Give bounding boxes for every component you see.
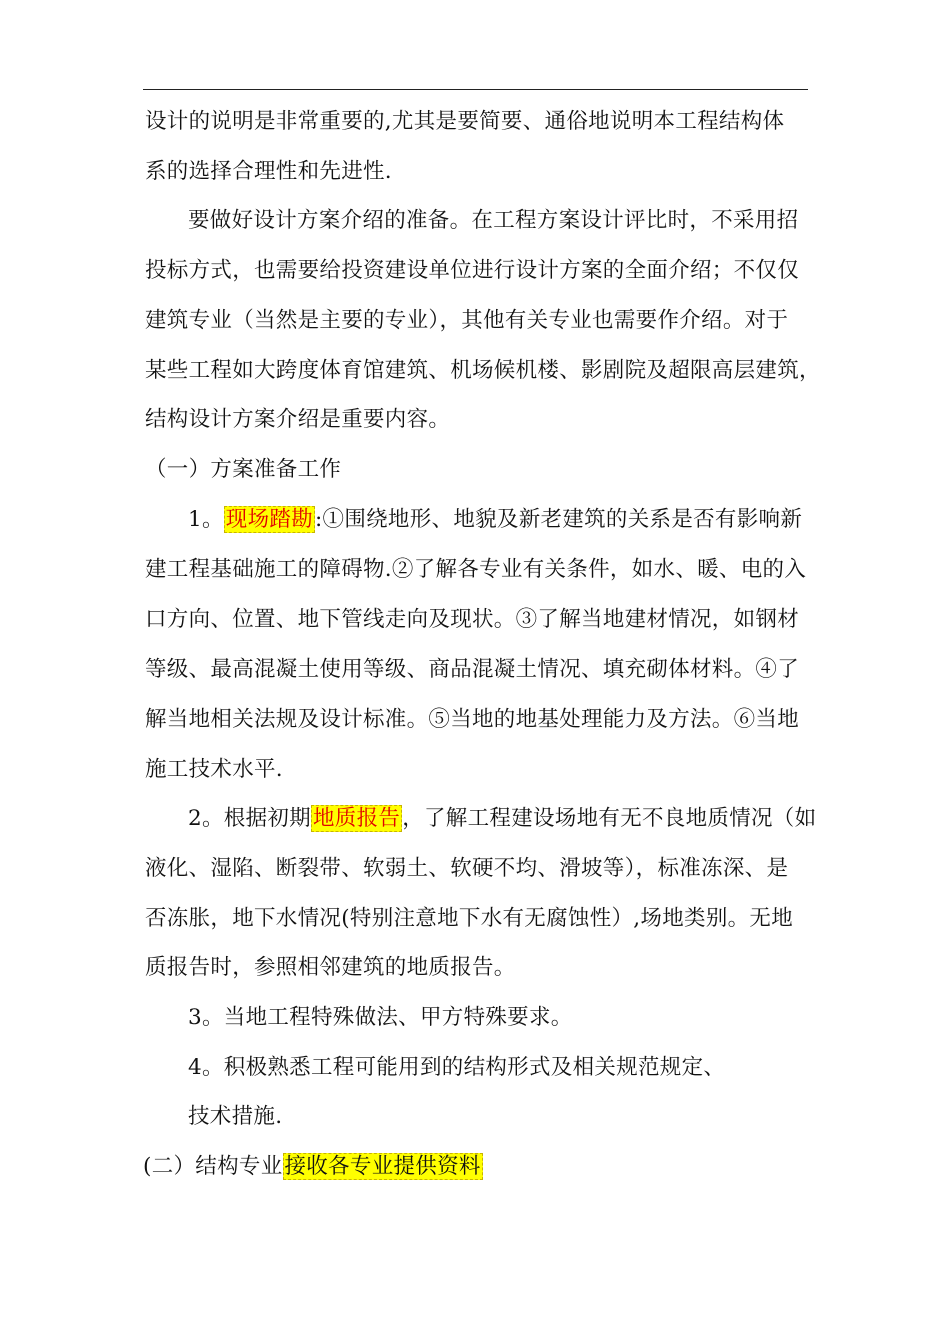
paragraph-line: 某些工程如大跨度体育馆建筑、机场候机楼、影剧院及超限高层建筑，: [145, 358, 821, 383]
paragraph-line: 施工技术水平.: [145, 757, 283, 782]
paragraph-line: 质报告时，参照相邻建筑的地质报告。: [145, 955, 516, 980]
paragraph-line: 系的选择合理性和先进性.: [145, 159, 392, 184]
paragraph-line: 设计的说明是非常重要的,尤其是要简要、通俗地说明本工程结构体: [145, 109, 785, 134]
item-2-text: ，了解工程建设场地有无不良地质情况（如: [402, 806, 817, 831]
highlight-receive-data: 接收各专业提供资料: [284, 1154, 481, 1179]
header-rule: [143, 89, 808, 90]
paragraph-line: 等级、最高混凝土使用等级、商品混凝土情况、填充砌体材料。④了: [145, 657, 800, 682]
section-heading-2: [143, 1152, 808, 1182]
item-1-line: [188, 505, 853, 535]
item-2-prefix: 2。根据初期: [188, 806, 311, 831]
highlight-site-survey: 现场踏勘: [225, 507, 313, 532]
paragraph-line: 建筑专业（当然是主要的专业），其他有关专业也需要作介绍。对于: [145, 308, 789, 333]
paragraph-line: 投标方式，也需要给投资建设单位进行设计方案的全面介绍；不仅仅: [145, 258, 800, 283]
paragraph-line: 解当地相关法规及设计标准。⑤当地的地基处理能力及方法。⑥当地: [145, 707, 800, 732]
paragraph-line: 口方向、位置、地下管线走向及现状。③了解当地建材情况，如钢材: [145, 607, 800, 632]
paragraph-line: 液化、湿陷、断裂带、软弱土、软硬不均、滑坡等），标准冻深、是: [145, 856, 789, 881]
item-3-line: 3。当地工程特殊做法、甲方特殊要求。: [188, 1005, 573, 1030]
section-heading-1: （一）方案准备工作: [145, 457, 342, 482]
item-1-text: :①围绕地形、地貌及新老建筑的关系是否有影响新: [314, 507, 803, 532]
paragraph-line: 建工程基础施工的障碍物.②了解各专业有关条件，如水、暖、电的入: [145, 557, 807, 582]
item-4-line: 4。积极熟悉工程可能用到的结构形式及相关规范规定、: [188, 1055, 726, 1080]
paragraph-line: 结构设计方案介绍是重要内容。: [145, 407, 451, 432]
item-2-line: [188, 804, 853, 834]
item-4-line-2: 技术措施.: [188, 1104, 283, 1129]
item-1-number: 1。: [188, 507, 224, 532]
highlight-geology-report: 地质报告: [312, 806, 401, 831]
paragraph-line: 否冻胀，地下水情况(特别注意地下水有无腐蚀性）,场地类别。无地: [145, 906, 794, 931]
paragraph-line: 要做好设计方案介绍的准备。在工程方案设计评比时，不采用招: [188, 208, 799, 233]
section-2-prefix: (二）结构专业: [143, 1154, 283, 1179]
